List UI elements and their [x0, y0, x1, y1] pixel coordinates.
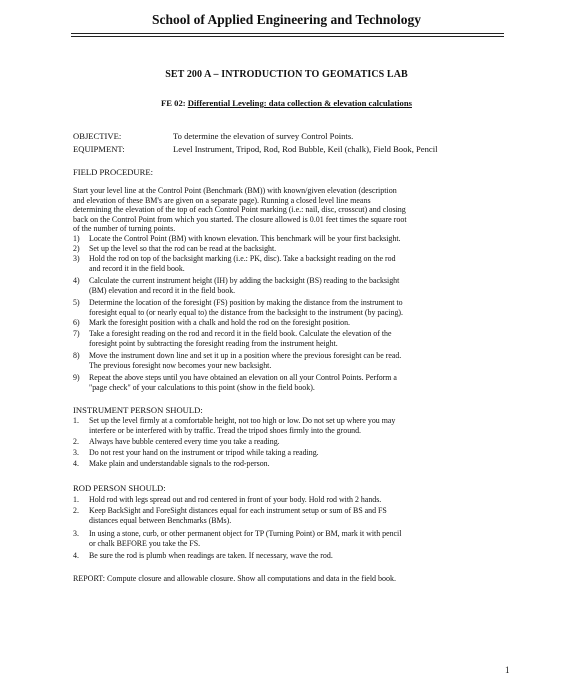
item-line: Do not rest your hand on the instrument or tripod while taking a reading. — [89, 448, 319, 457]
header-rule-bottom — [71, 36, 504, 37]
field-procedure-heading: FIELD PROCEDURE: — [73, 167, 153, 177]
intro-line: and elevation of these BM's are given on a separate page). Running a closed level line means — [73, 195, 371, 205]
item-number: 3. — [73, 529, 79, 538]
step-number: 5) — [73, 298, 80, 307]
step-number: 8) — [73, 351, 80, 360]
intro-line: of the number of turning points. — [73, 224, 176, 234]
step-line: Move the instrument down line and set it up in a position where the previous foresight can be read. — [89, 351, 402, 360]
step-number: 3) — [73, 254, 80, 263]
step-line: Hold the rod on top of the backsight marking (i.e.: PK, disc). Take a backsight reading on the rod — [89, 254, 396, 263]
school-name: School of Applied Engineering and Technology — [152, 12, 421, 27]
item-line: Keep BackSight and ForeSight distances equal for each instrument setup or sum of BS and FS — [89, 506, 387, 515]
lab-title: SET 200 A – INTRODUCTION TO GEOMATICS LAB — [165, 69, 408, 80]
item-line: Set up the level firmly at a comfortable height, not too high or low. Do not set up where you may — [89, 416, 396, 425]
step-line: Determine the location of the foresight (FS) position by making the distance from the instrument to — [89, 298, 403, 307]
objective-value: To determine the elevation of survey Control Points. — [173, 131, 354, 141]
exercise-prefix: FE 02: — [161, 98, 188, 108]
step-line: (BM) elevation and record it in the field book. — [89, 285, 236, 295]
item-number: 4. — [73, 459, 79, 468]
item-line: Make plain and understandable signals to the rod-person. — [89, 459, 270, 468]
intro-line: determining the elevation of the top of each Control Point marking (i.e.: nail, disc, crosscut) and closing — [73, 205, 406, 215]
equipment-row — [73, 144, 438, 154]
item-line: or chalk BEFORE you take the FS. — [89, 538, 201, 548]
objective-row — [73, 131, 354, 141]
exercise-title — [0, 98, 573, 108]
intro-line: Start your level line at the Control Point (Benchmark (BM)) with known/given elevation (description — [73, 186, 397, 195]
item-line: Be sure the rod is plumb when readings are taken. If necessary, wave the rod. — [89, 551, 333, 560]
item-line: distances equal between Benchmarks (BMs). — [89, 515, 232, 525]
step-number: 2) — [73, 244, 80, 253]
item-line: Always have bubble centered every time you take a reading. — [89, 437, 280, 446]
step-line: "page check" of your calculations to this point (show in the field book). — [89, 382, 315, 392]
step-number: 1) — [73, 234, 80, 243]
step-line: The previous foresight now becomes your new backsight. — [89, 360, 272, 370]
item-number: 2. — [73, 506, 79, 515]
equipment-label: EQUIPMENT: — [73, 144, 125, 154]
instrument-person-heading: INSTRUMENT PERSON SHOULD: — [73, 405, 203, 415]
step-line: Locate the Control Point (BM) with known elevation. This benchmark will be your first backsight. — [89, 234, 401, 243]
step-line: and record it in the field book. — [89, 263, 185, 273]
item-line: In using a stone, curb, or other permanent object for TP (Turning Point) or BM, mark it with pencil — [89, 529, 402, 538]
equipment-value: Level Instrument, Tripod, Rod, Rod Bubble, Keil (chalk), Field Book, Pencil — [173, 144, 438, 154]
item-number: 4. — [73, 551, 79, 560]
intro-line: back on the Control Point from which you started. The closure allowed is 0.01 feet times the square root — [73, 214, 407, 224]
field-procedure-intro — [73, 186, 503, 234]
item-number: 3. — [73, 448, 79, 457]
step-line: Repeat the above steps until you have obtained an elevation on all your Control Points. Perform a — [89, 373, 397, 382]
report-line: REPORT: Compute closure and allowable closure. Show all computations and data in the field book. — [73, 574, 397, 583]
step-number: 9) — [73, 373, 80, 382]
step-line: foresight point by subtracting the foresight reading from the instrument height. — [89, 338, 338, 348]
rod-person-heading: ROD PERSON SHOULD: — [73, 483, 166, 493]
step-line: Calculate the current instrument height (IH) by adding the backsight (BS) reading to the backsight — [89, 276, 400, 285]
item-number: 1. — [73, 416, 79, 425]
step-line: Set up the level so that the rod can be read at the backsight. — [89, 244, 277, 253]
step-line: Take a foresight reading on the rod and record it in the field book. Calculate the elevation of the — [89, 329, 392, 338]
item-line: Hold rod with legs spread out and rod centered in front of your body. Hold rod with 2 hands. — [89, 495, 382, 504]
header-rule-top — [71, 33, 504, 34]
step-line: Mark the foresight position with a chalk and hold the rod on the foresight position. — [89, 318, 351, 327]
objective-label: OBJECTIVE: — [73, 131, 122, 141]
step-number: 6) — [73, 318, 80, 327]
step-number: 4) — [73, 276, 80, 285]
step-number: 7) — [73, 329, 80, 338]
step-line: foresight equal to (or nearly equal to) the distance from the backsight to the instrument (by pacing). — [89, 307, 403, 317]
page-number: 1 — [505, 665, 510, 675]
item-line: interfere or be interfered with by traffic. Tread the tripod shoes firmly into the ground. — [89, 425, 362, 435]
exercise-title-text: Differential Leveling: data collection & elevation calculations — [187, 98, 412, 108]
item-number: 2. — [73, 437, 79, 446]
item-number: 1. — [73, 495, 79, 504]
